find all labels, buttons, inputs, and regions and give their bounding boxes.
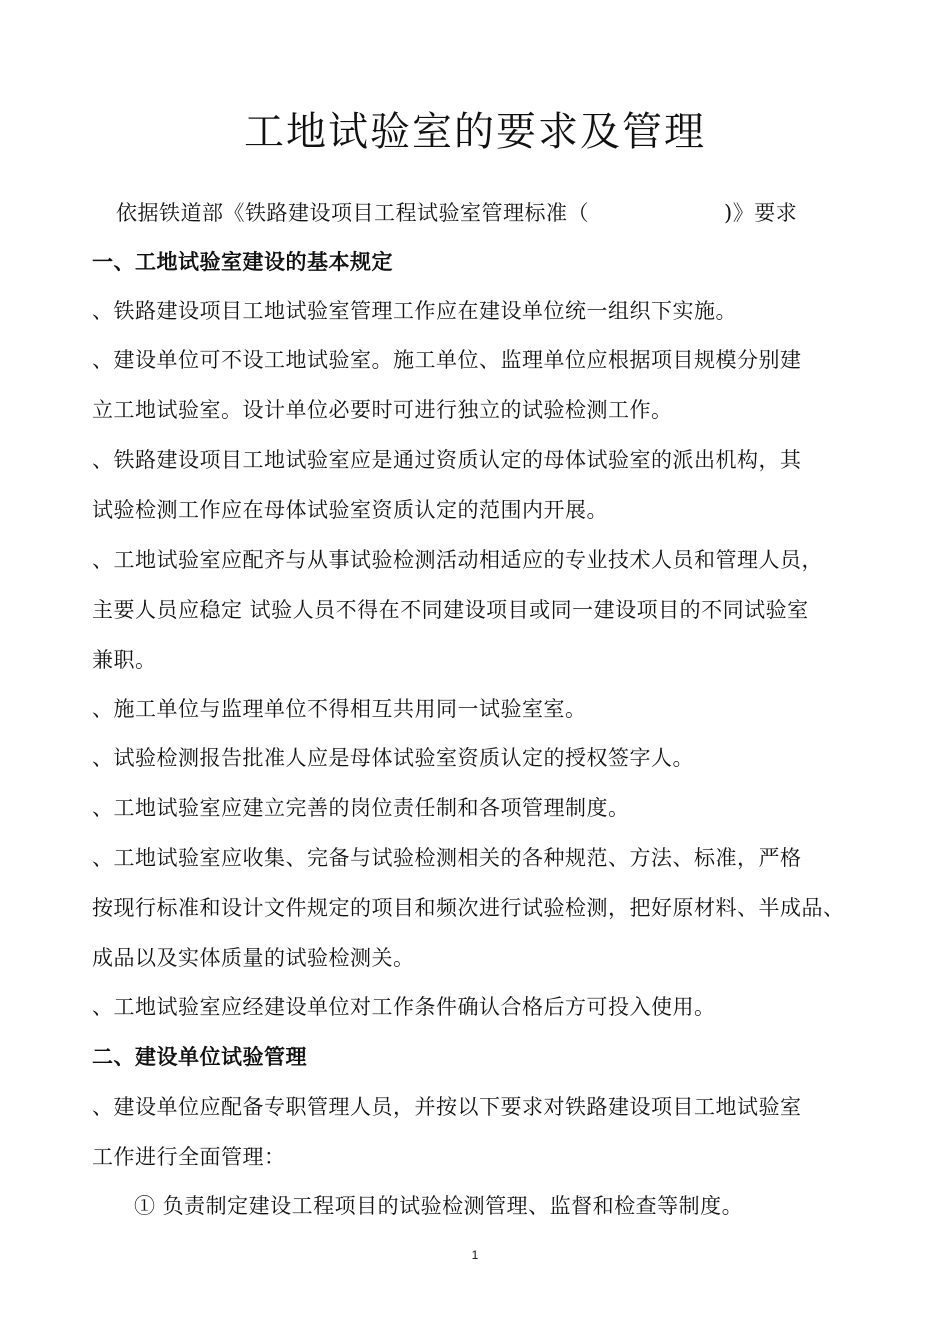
- section-1-line: 、试验检测报告批准人应是母体试验室资质认定的授权签字人。: [92, 746, 694, 770]
- section-1-line: 、建设单位可不设工地试验室。施工单位、监理单位应根据项目规模分别建: [92, 348, 802, 372]
- section-1-line: 、工地试验室应经建设单位对工作条件确认合格后方可投入使用。: [92, 995, 716, 1019]
- section-1-line: 立工地试验室。设计单位必要时可进行独立的试验检测工作。: [92, 398, 673, 422]
- section-1-line: 、工地试验室应建立完善的岗位责任制和各项管理制度。: [92, 796, 630, 820]
- section-1-line: 、工地试验室应收集、完备与试验检测相关的各种规范、方法、标准，严格: [92, 846, 802, 870]
- intro-prefix: 依据铁道部《铁路建设项目工程试验室管理标准（: [116, 201, 589, 225]
- document-title: 工地试验室的要求及管理: [244, 109, 706, 155]
- numbered-item: ① 负责制定建设工程项目的试验检测管理、监督和检查等制度。: [134, 1194, 744, 1218]
- section-1-line: 成品以及实体质量的试验检测关。: [92, 946, 415, 970]
- section-1-line: 、工地试验室应配齐与从事试验检测活动相适应的专业技术人员和管理人员，: [92, 548, 823, 572]
- section-1-line: 兼职。: [92, 648, 157, 672]
- page-number: 1: [471, 1248, 479, 1262]
- intro-suffix: )》要求: [724, 201, 798, 225]
- section-1-line: 主要人员应稳定 试验人员不得在不同建设项目或同一建设项目的不同试验室: [92, 598, 809, 622]
- section-1-line: 按现行标准和设计文件规定的项目和频次进行试验检测，把好原材料、半成品、: [92, 896, 845, 920]
- intro-paragraph: [116, 198, 886, 228]
- section-1-heading: 一、工地试验室建设的基本规定: [92, 250, 393, 274]
- section-1-line: 试验检测工作应在母体试验室资质认定的范围内开展。: [92, 498, 608, 522]
- section-2-line: 工作进行全面管理：: [92, 1145, 286, 1169]
- section-2-line: 、建设单位应配备专职管理人员，并按以下要求对铁路建设项目工地试验室: [92, 1095, 802, 1119]
- section-1-line: 、铁路建设项目工地试验室应是通过资质认定的母体试验室的派出机构，其: [92, 448, 802, 472]
- section-1-line: 、施工单位与监理单位不得相互共用同一试验室室。: [92, 697, 587, 721]
- section-1-line: 、铁路建设项目工地试验室管理工作应在建设单位统一组织下实施。: [92, 299, 737, 323]
- section-2-heading: 二、建设单位试验管理: [92, 1045, 307, 1069]
